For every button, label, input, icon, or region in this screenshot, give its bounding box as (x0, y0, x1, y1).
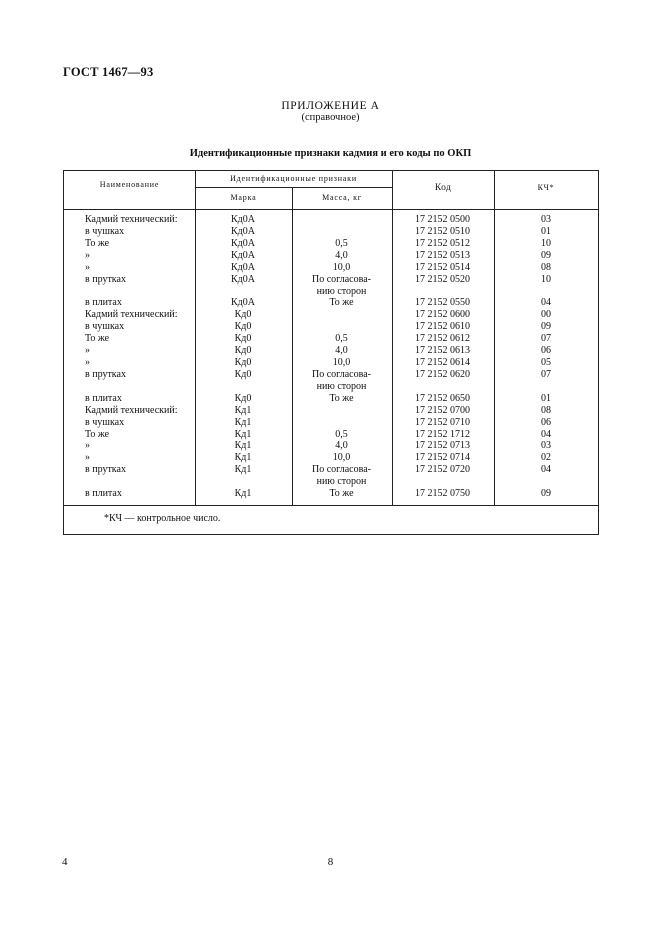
cell-mass: То же (329, 297, 354, 309)
page-number-left: 4 (62, 856, 68, 868)
cell-code: 17 2152 0614 (415, 357, 470, 369)
cell-mark: Кд0А (231, 214, 255, 225)
cell-kch: 10 (541, 237, 551, 249)
cell-mark: Кд0А (231, 297, 255, 309)
cell-code: 17 2152 0513 (415, 249, 470, 261)
cell-name: Кадмий технический: (85, 404, 178, 416)
cell-kch: 07 (541, 333, 551, 345)
cell-code: 17 2152 0500 (415, 214, 470, 225)
cell-mass: 10,0 (332, 261, 351, 273)
standard-designation: ГОСТ 1467—93 (63, 65, 154, 79)
cell-code: 17 2152 0714 (415, 452, 470, 464)
appendix-title: ПРИЛОЖЕНИЕ А (281, 100, 380, 112)
header-code: Код (434, 183, 452, 193)
cell-mark: Кд0 (234, 321, 252, 333)
cell-code: 17 2152 0710 (415, 416, 470, 428)
cell-name: То же (85, 237, 110, 249)
cell-name: » (85, 261, 90, 273)
cell-mark: Кд0А (231, 261, 255, 273)
cell-mass: нию сторон (316, 285, 367, 297)
table-title: Идентификационные признаки кадмия и его коды по ОКП (189, 148, 472, 159)
table-row (64, 369, 598, 381)
table-row (64, 476, 598, 488)
cell-code: 17 2152 0613 (415, 345, 470, 357)
table-row (64, 274, 598, 286)
cell-mark: Кд1 (234, 452, 252, 464)
table-row (64, 309, 598, 321)
header-mass: Масса, кг (322, 193, 362, 202)
cell-code: 17 2152 0610 (415, 321, 470, 333)
table-row (64, 238, 598, 250)
cell-name: в чушках (85, 416, 125, 428)
cell-mark: Кд0 (234, 368, 252, 380)
cell-name: в прутках (85, 273, 126, 285)
cell-mark: Кд0 (234, 333, 252, 345)
cell-code: 17 2152 0720 (415, 464, 470, 476)
table-row (64, 321, 598, 333)
table-row (64, 393, 598, 405)
table-row (64, 333, 598, 345)
cell-mark: Кд0 (234, 345, 252, 357)
cell-mark: Кд1 (234, 428, 252, 440)
cell-mass: 4,0 (335, 249, 348, 261)
cell-name: в плитах (85, 488, 122, 500)
cell-mark: Кд0А (231, 273, 255, 285)
cell-kch: 03 (541, 440, 551, 452)
header-divider (64, 209, 598, 210)
table-row (64, 286, 598, 298)
cell-mass: По согласова- (312, 273, 371, 285)
cell-code: 17 2152 0520 (415, 273, 470, 285)
cell-name: » (85, 249, 90, 261)
footnote-divider (64, 505, 598, 506)
cell-mass: 4,0 (335, 440, 348, 452)
cell-mark: Кд0 (234, 392, 252, 404)
cell-kch: 09 (541, 321, 551, 333)
cell-name: То же (85, 333, 110, 345)
cell-kch: 04 (541, 297, 551, 309)
cell-mark: Кд1 (234, 464, 252, 476)
cell-mark: Кд0А (231, 249, 255, 261)
table-row (64, 345, 598, 357)
cell-mark: Кд0 (234, 309, 252, 321)
cell-name: » (85, 452, 90, 464)
cell-kch: 01 (541, 225, 551, 237)
cell-mark: Кд1 (234, 488, 252, 500)
cell-mass: нию сторон (316, 380, 367, 392)
table-row (64, 226, 598, 238)
cell-mass: 0,5 (335, 428, 348, 440)
cell-mass: 10,0 (332, 452, 351, 464)
cell-mass: 0,5 (335, 237, 348, 249)
cell-mass: То же (329, 392, 354, 404)
header-subdivider (195, 187, 392, 188)
cell-code: 17 2152 0750 (415, 488, 470, 500)
cell-name: в прутках (85, 464, 126, 476)
cell-kch: 01 (541, 392, 551, 404)
header-group: Идентификационные признаки (230, 174, 357, 183)
table-row (64, 429, 598, 441)
cell-kch: 02 (541, 452, 551, 464)
appendix-subtitle: (справочное) (301, 112, 360, 123)
cell-mark: Кд1 (234, 440, 252, 452)
cell-kch: 03 (541, 214, 551, 225)
cell-kch: 09 (541, 249, 551, 261)
identification-table (63, 170, 599, 535)
cell-name: в чушках (85, 225, 125, 237)
table-row (64, 452, 598, 464)
table-row (64, 464, 598, 476)
page-number-center: 8 (327, 856, 334, 868)
cell-code: 17 2152 0510 (415, 225, 470, 237)
cell-kch: 06 (541, 345, 551, 357)
cell-mark: Кд0 (234, 357, 252, 369)
cell-name: То же (85, 428, 110, 440)
cell-code: 17 2152 0620 (415, 368, 470, 380)
cell-name: » (85, 345, 90, 357)
cell-mass: По согласова- (312, 464, 371, 476)
cell-name: в чушках (85, 321, 125, 333)
cell-kch: 08 (541, 404, 551, 416)
table-row (64, 297, 598, 309)
cell-kch: 05 (541, 357, 551, 369)
cell-kch: 07 (541, 368, 551, 380)
cell-code: 17 2152 0512 (415, 237, 470, 249)
cell-kch: 10 (541, 273, 551, 285)
header-kch: КЧ* (537, 183, 555, 192)
cell-mark: Кд0А (231, 237, 255, 249)
table-row (64, 250, 598, 262)
cell-mass: По согласова- (312, 368, 371, 380)
cell-kch: 00 (541, 309, 551, 321)
table-row (64, 262, 598, 274)
cell-mass: То же (329, 488, 354, 500)
cell-code: 17 2152 1712 (415, 428, 470, 440)
table-row (64, 405, 598, 417)
header-name: Наименование (99, 180, 160, 189)
cell-code: 17 2152 0514 (415, 261, 470, 273)
table-row (64, 440, 598, 452)
cell-code: 17 2152 0612 (415, 333, 470, 345)
cell-name: Кадмий технический: (85, 214, 178, 225)
cell-name: Кадмий технический: (85, 309, 178, 321)
cell-mass: 10,0 (332, 357, 351, 369)
table-row (64, 381, 598, 393)
cell-kch: 08 (541, 261, 551, 273)
cell-mass: 0,5 (335, 333, 348, 345)
cell-code: 17 2152 0550 (415, 297, 470, 309)
cell-kch: 09 (541, 488, 551, 500)
table-row (64, 357, 598, 369)
cell-name: в плитах (85, 392, 122, 404)
cell-name: » (85, 440, 90, 452)
cell-mark: Кд0А (231, 225, 255, 237)
cell-name: в плитах (85, 297, 122, 309)
cell-mass: нию сторон (316, 476, 367, 488)
cell-mark: Кд1 (234, 416, 252, 428)
cell-code: 17 2152 0650 (415, 392, 470, 404)
cell-kch: 04 (541, 464, 551, 476)
table-row (64, 488, 598, 500)
cell-name: в прутках (85, 368, 126, 380)
cell-name: » (85, 357, 90, 369)
table-row (64, 214, 598, 226)
cell-code: 17 2152 0600 (415, 309, 470, 321)
table-row (64, 417, 598, 429)
footnote: *КЧ — контрольное число. (104, 513, 221, 524)
cell-mass: 4,0 (335, 345, 348, 357)
cell-kch: 06 (541, 416, 551, 428)
cell-code: 17 2152 0700 (415, 404, 470, 416)
header-mark: Марка (230, 193, 257, 202)
cell-kch: 04 (541, 428, 551, 440)
cell-mark: Кд1 (234, 404, 252, 416)
cell-code: 17 2152 0713 (415, 440, 470, 452)
